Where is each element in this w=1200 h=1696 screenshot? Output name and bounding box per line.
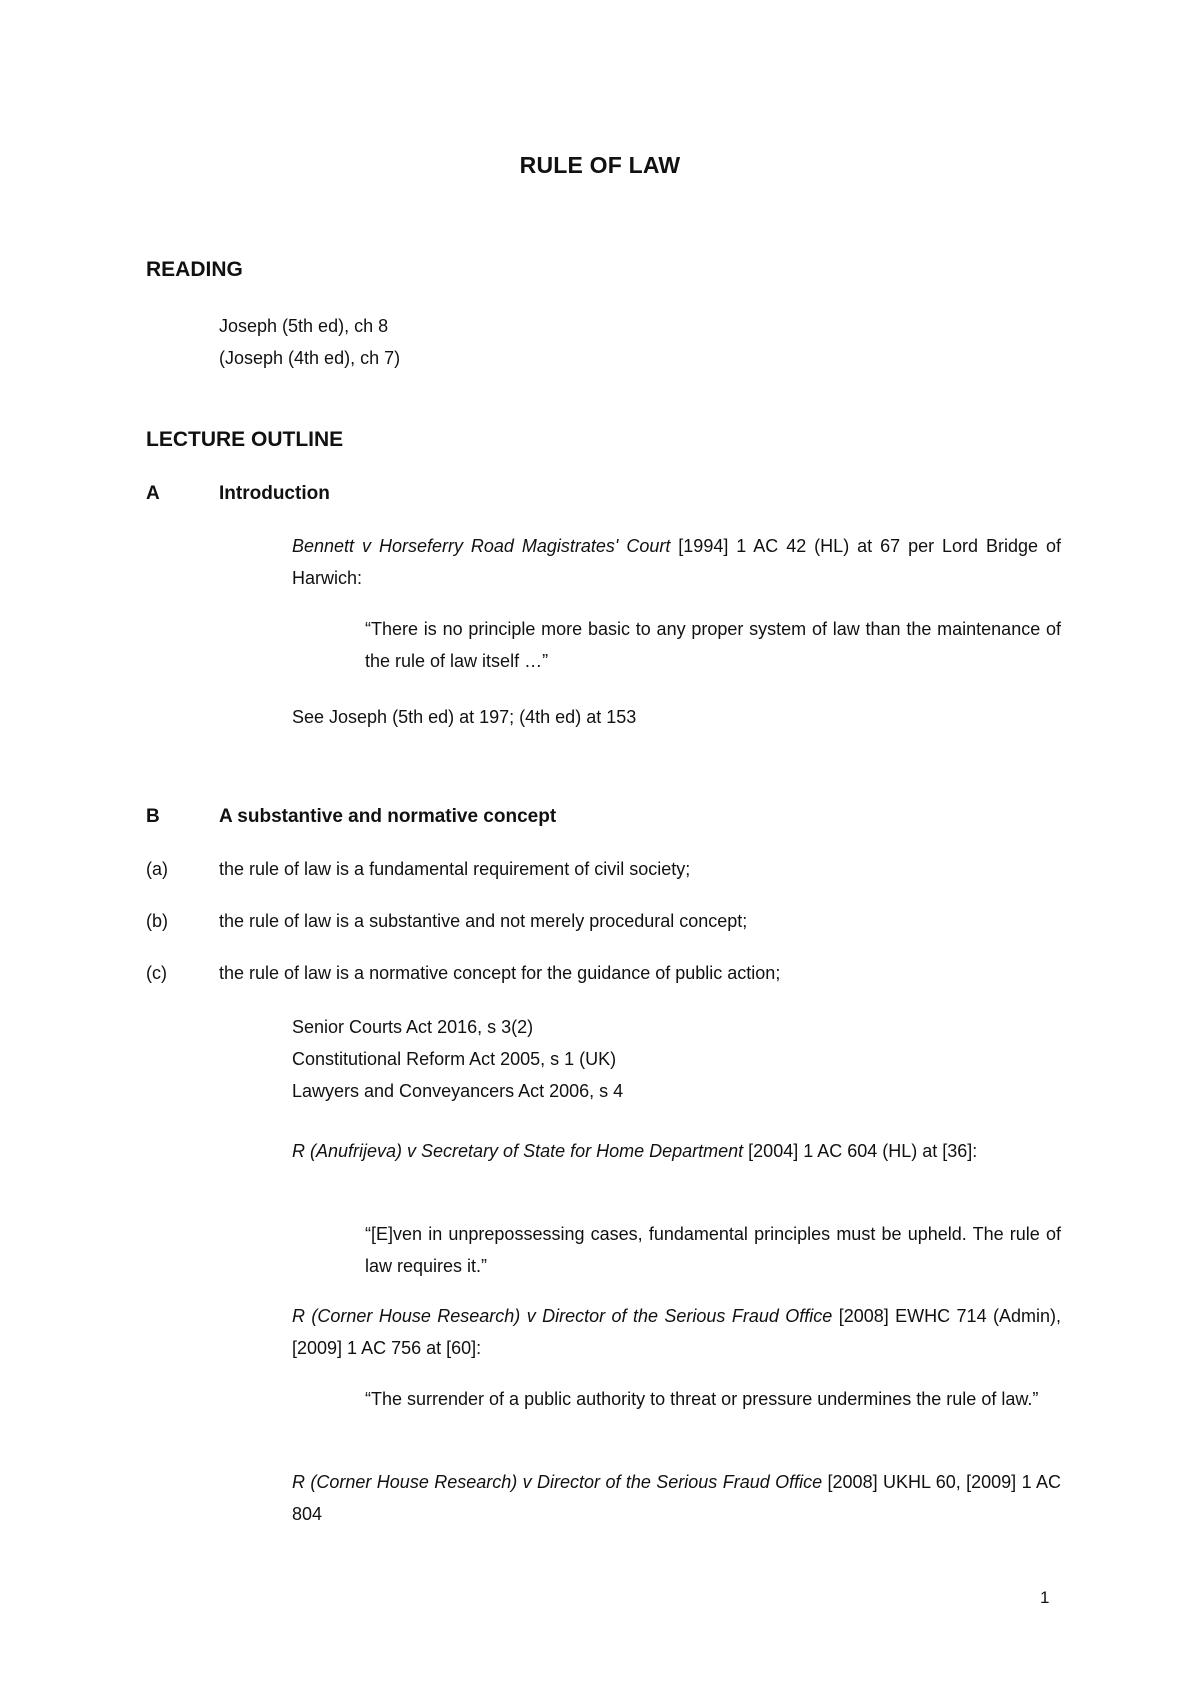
list-item-text-a: the rule of law is a fundamental requirement of civil society; — [219, 859, 691, 879]
case-name: R (Anufrijeva) v Secretary of State for Home Department — [292, 1141, 744, 1161]
case-reference: [2004] 1 AC 604 (HL) at [36]: — [743, 1141, 978, 1161]
list-item-label-c: (c) — [146, 963, 167, 983]
case-name: Bennett v Horseferry Road Magistrates' Court — [292, 536, 671, 556]
case-reference: [1994] 1 AC 42 (HL) at 67 per Lord Bridge of Harwich: — [292, 536, 1062, 588]
case-reference: [2008] EWHC 714 (Admin), [2009] 1 AC 756 at [60]: — [292, 1306, 1061, 1358]
section-a-letter: A — [146, 483, 160, 504]
document-title: RULE OF LAW — [519, 152, 681, 178]
lecture-outline-heading: LECTURE OUTLINE — [146, 428, 344, 451]
section-a-title: Introduction — [219, 483, 330, 504]
section-b-title: A substantive and normative concept — [219, 806, 557, 827]
section-b-letter: B — [146, 806, 160, 827]
page-number: 1 — [1040, 1588, 1050, 1607]
statute-line-3: Lawyers and Conveyancers Act 2006, s 4 — [292, 1081, 624, 1101]
case-reference: [2008] UKHL 60, [2009] 1 AC 804 — [292, 1472, 1061, 1524]
reading-line-1: Joseph (5th ed), ch 8 — [219, 316, 389, 336]
case-citation-corner-house-2 — [292, 1466, 1061, 1530]
list-item-label-b: (b) — [146, 911, 168, 931]
quote-corner-house: “The surrender of a public authority to threat or pressure undermines the rule of law.” — [365, 1389, 1039, 1409]
case-citation-anufrijeva — [292, 1135, 1061, 1167]
quote-anufrijeva: “[E]ven in unprepossessing cases, fundamental principles must be upheld. The rule of law requires it.” — [365, 1224, 1061, 1276]
case-name: R (Corner House Research) v Director of the Serious Fraud Office — [292, 1306, 833, 1326]
reading-line-2: (Joseph (4th ed), ch 7) — [219, 348, 401, 368]
case-citation-corner-house-1 — [292, 1300, 1061, 1364]
case-citation-bennett — [292, 530, 1061, 594]
list-item-text-b: the rule of law is a substantive and not merely procedural concept; — [219, 911, 748, 931]
quote-bennett: “There is no principle more basic to any proper system of law than the maintenance of the rule of law itself …” — [365, 619, 1061, 671]
case-name: R (Corner House Research) v Director of the Serious Fraud Office — [292, 1472, 823, 1492]
see-also-line: See Joseph (5th ed) at 197; (4th ed) at 153 — [292, 707, 637, 727]
list-item-text-c: the rule of law is a normative concept for the guidance of public action; — [219, 963, 781, 983]
reading-heading: READING — [146, 258, 243, 281]
list-item-label-a: (a) — [146, 859, 168, 879]
statute-line-2: Constitutional Reform Act 2005, s 1 (UK) — [292, 1049, 617, 1069]
statute-line-1: Senior Courts Act 2016, s 3(2) — [292, 1017, 534, 1037]
